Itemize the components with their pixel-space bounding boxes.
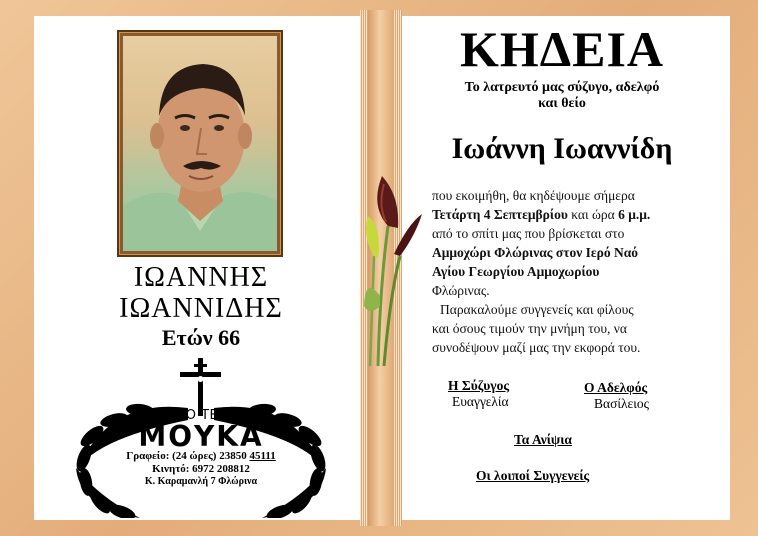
body-line-2 (432, 207, 650, 223)
body-line-1: που εκοιμήθη, θα κηδέψουμε σήμερα (432, 188, 635, 203)
calla-lily-icon (360, 166, 426, 366)
portrait-illustration (123, 36, 277, 251)
funeral-home-header: ΓΡΑΦΕΙΟ ΤΕΛΕΤΩΝ (136, 408, 266, 423)
deceased-name: Ιωάννη Ιωαννίδη (451, 132, 673, 165)
funeral-home-mobile: Κινητό: 6972 208812 (152, 463, 250, 475)
announcement-title: ΚΗΔΕΙΑ (459, 21, 665, 77)
deceased-first-name: ΙΩΑΝΝΗΣ (133, 262, 269, 293)
funeral-time-prefix: και ώρα (567, 207, 619, 222)
body-line-9: συνοδέψουν μαζί μας την εκφορά του. (432, 340, 641, 355)
body-line-4: Αμμοχώρι Φλώρινας στον Ιερό Ναό (432, 245, 639, 260)
funeral-home-office-phone (70, 450, 332, 462)
deceased-age: Ετών 66 (161, 325, 241, 350)
body-line-8: και όσους τιμούν την μνήμη του, να (432, 321, 627, 336)
signature-nieces: Τα Ανίψια (514, 432, 572, 447)
signature-wife-label: Η Σύζυγος (448, 378, 510, 393)
signature-brother-name: Βασίλειος (594, 396, 649, 411)
intro-line-1: Το λατρευτό μας σύζυγο, αδελφό (464, 80, 660, 95)
funeral-home-office-number: 45111 (249, 450, 276, 462)
body-line-7: Παρακαλούμε συγγενείς και φίλους (440, 302, 634, 317)
signature-wife-name: Ευαγγελία (452, 394, 509, 409)
portrait-frame (117, 30, 283, 257)
funeral-home-name: ΜΟΥΚΑ (138, 420, 264, 453)
intro-line-2: και θείο (538, 96, 586, 111)
signature-brother-label: Ο Αδελφός (584, 380, 648, 395)
funeral-home-office-label: Γραφείο: (24 ώρες) 23850 (126, 450, 250, 462)
deceased-last-name: ΙΩΑΝΝΙΔΗΣ (119, 293, 283, 324)
funeral-time: 6 μ.μ. (618, 207, 651, 222)
portrait-photo (123, 36, 277, 251)
funeral-home-address: Κ. Καραμανλή 7 Φλώρινα (144, 476, 258, 487)
body-line-5: Αγίου Γεωργίου Αμμοχωρίου (432, 264, 600, 279)
body-line-6: Φλώρινας. (432, 283, 490, 298)
signature-relatives: Οι λοιποί Συγγενείς (476, 468, 590, 483)
funeral-date: Τετάρτη 4 Σεπτεμβρίου (432, 207, 568, 222)
body-line-3: από το σπίτι μας που βρίσκεται στο (432, 226, 625, 241)
